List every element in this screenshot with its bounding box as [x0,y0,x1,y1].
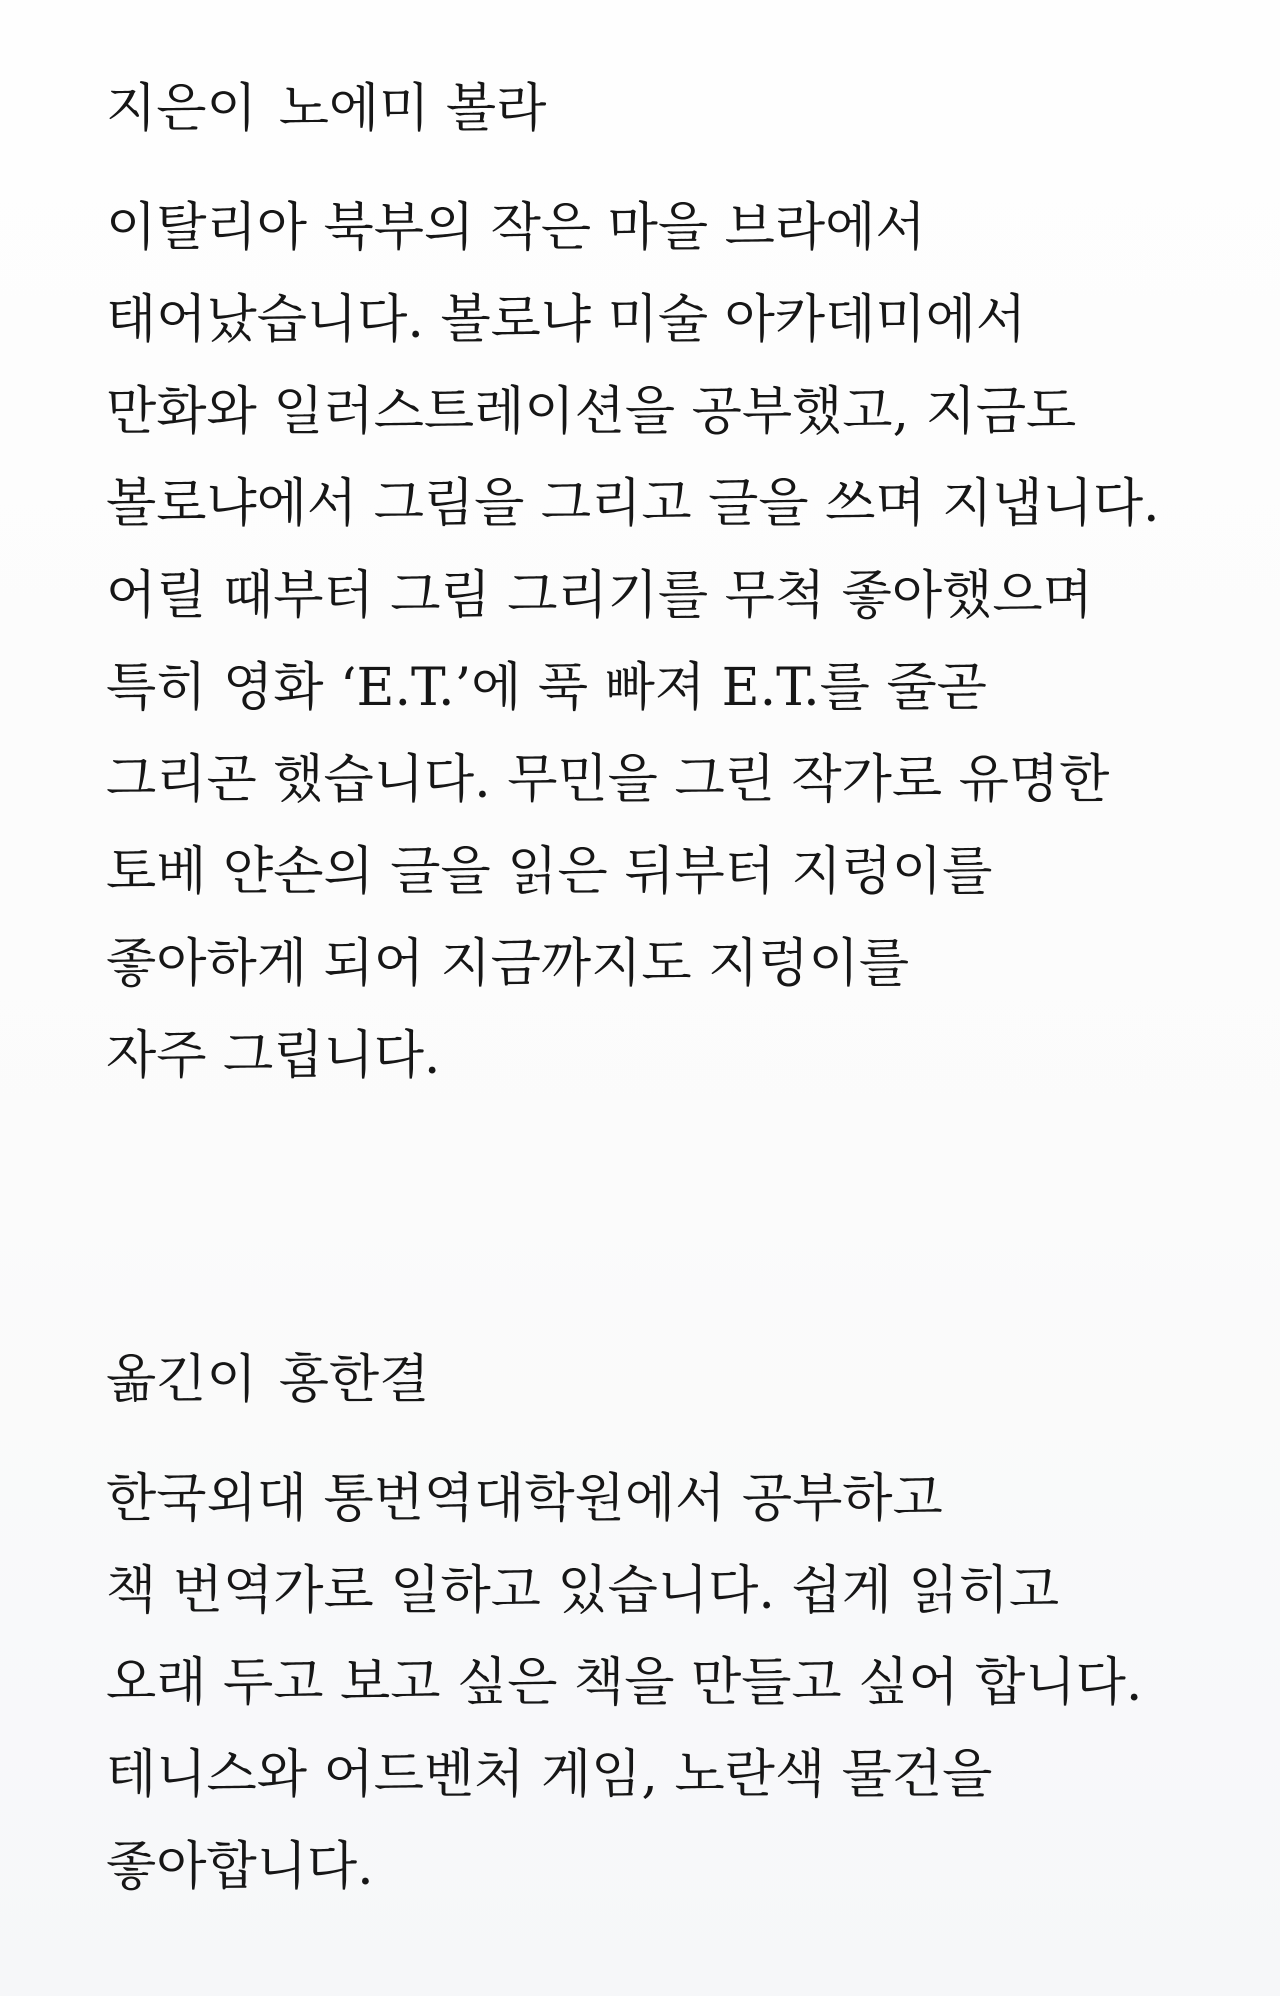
author-bio-line: 토베 얀손의 글을 읽은 뒤부터 지렁이를 [106,842,993,902]
author-heading [106,72,1256,146]
translator-role-label: 옮긴이 [106,1350,257,1410]
author-section [106,72,1256,1102]
author-bio-line: 좋아하게 되어 지금까지도 지렁이를 [106,934,910,994]
translator-bio-line: 테니스와 어드벤처 게임, 노란색 물건을 [106,1745,993,1805]
author-bio-line: 어릴 때부터 그림 그리기를 무척 좋아했으며 [106,566,1093,626]
author-role-label: 지은이 [106,79,257,139]
translator-heading [106,1343,1256,1417]
author-bio-line: 만화와 일러스트레이션을 공부했고, 지금도 [106,382,1077,442]
author-bio-line: 볼로냐에서 그림을 그리고 글을 쓰며 지냅니다. [106,474,1160,534]
translator-bio [106,1453,1256,1913]
author-bio-line: 태어났습니다. 볼로냐 미술 아카데미에서 [106,290,1027,350]
author-bio-line: 자주 그립니다. [106,1026,441,1086]
translator-section [106,1343,1256,1913]
author-bio-line: 이탈리아 북부의 작은 마을 브라에서 [106,198,926,258]
author-name: 노에미 볼라 [278,79,547,139]
translator-bio-line: 좋아합니다. [106,1837,374,1897]
author-bio [106,182,1256,1102]
author-bio-line: 특히 영화 ‘E.T.’에 푹 빠져 E.T.를 줄곧 [106,658,987,718]
translator-bio-line: 한국외대 통번역대학원에서 공부하고 [106,1469,943,1529]
author-bio-line: 그리곤 했습니다. 무민을 그린 작가로 유명한 [106,750,1110,810]
translator-name: 홍한결 [278,1350,430,1410]
translator-bio-line: 오래 두고 보고 싶은 책을 만들고 싶어 합니다. [106,1653,1143,1713]
translator-bio-line: 책 번역가로 일하고 있습니다. 쉽게 읽히고 [106,1561,1060,1621]
